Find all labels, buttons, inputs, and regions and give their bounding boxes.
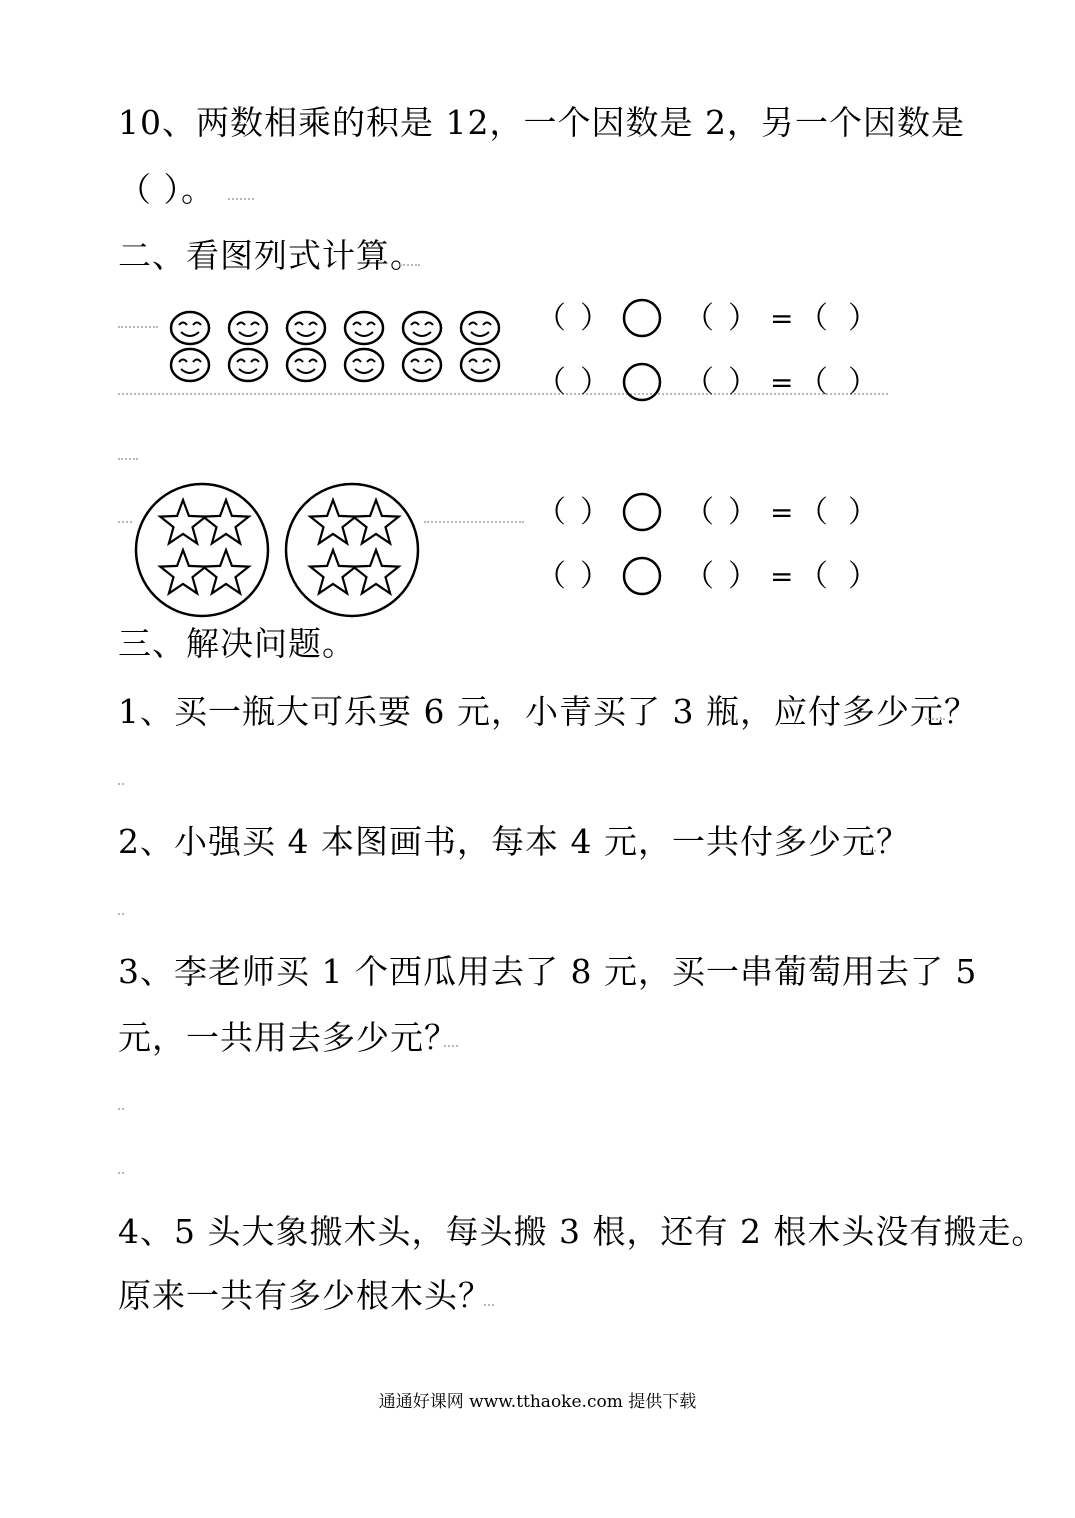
- star-group-circle: [286, 484, 418, 616]
- smiley-face-icon: [403, 312, 441, 344]
- smiley-face-icon: [345, 349, 383, 381]
- smiley-face-icon: [171, 349, 209, 381]
- dotted-line: [862, 850, 876, 852]
- star-icon: [310, 550, 356, 593]
- question-10-line-1: 10、两数相乘的积是 12，一个因数是 2，另一个因数是: [118, 103, 965, 142]
- open-paren: （: [684, 495, 714, 530]
- dotted-line: [228, 198, 254, 200]
- close-paren: ）: [728, 365, 758, 400]
- open-paren: （: [684, 301, 714, 336]
- problem-3-line-2: 元，一共用去多少元？: [118, 1018, 458, 1057]
- question-10-answer-blank: （ ）。: [118, 170, 215, 209]
- problem-1: 1、买一瓶大可乐要 6 元，小青买了 3 瓶，应付多少元？: [118, 692, 978, 731]
- equals-sign: =: [770, 302, 794, 335]
- star-icon: [160, 500, 206, 543]
- equation-row-3: [530, 490, 890, 534]
- smiley-face-icon: [403, 349, 441, 381]
- dotted-line: [424, 521, 524, 523]
- operator-circle: [624, 558, 660, 594]
- open-paren: （: [798, 559, 828, 594]
- smiley-face-icon: [345, 312, 383, 344]
- smiley-face-grid: [160, 308, 510, 388]
- close-paren: ）: [848, 301, 878, 336]
- open-paren: （: [684, 365, 714, 400]
- dotted-line: [118, 458, 138, 460]
- star-icon: [160, 550, 206, 593]
- open-paren: （: [798, 301, 828, 336]
- problem-4-line-1: 4、5 头大象搬木头，每头搬 3 根，还有 2 根木头没有搬走。: [118, 1212, 1046, 1251]
- star-icon: [203, 500, 249, 543]
- open-paren: （: [536, 559, 566, 594]
- smiley-face-icon: [287, 349, 325, 381]
- close-paren: ）: [848, 495, 878, 530]
- open-paren: （: [536, 301, 566, 336]
- star-group-circle: [136, 484, 268, 616]
- open-paren: （: [536, 365, 566, 400]
- dotted-line: [118, 913, 124, 915]
- dotted-line: [118, 326, 158, 328]
- problem-4-line-2: 原来一共有多少根木头？: [118, 1276, 492, 1315]
- open-paren: （: [798, 365, 828, 400]
- problem-2: 2、小强买 4 本图画书，每本 4 元，一共付多少元？: [118, 822, 910, 861]
- star-icon: [203, 550, 249, 593]
- part-2-title: 二、看图列式计算。: [118, 236, 424, 275]
- problem-3-line-1: 3、李老师买 1 个西瓜用去了 8 元，买一串葡萄用去了 5: [118, 952, 978, 991]
- equals-sign: =: [770, 366, 794, 399]
- smiley-face-icon: [171, 312, 209, 344]
- close-paren: ）: [728, 495, 758, 530]
- dotted-line: [118, 783, 124, 785]
- footer-credit: 通通好课网 www.tthaoke.com 提供下载: [378, 1392, 697, 1412]
- close-paren: ）: [580, 301, 610, 336]
- smiley-face-icon: [229, 349, 267, 381]
- equals-sign: =: [770, 496, 794, 529]
- close-paren: ）: [728, 559, 758, 594]
- smiley-face-icon: [461, 312, 499, 344]
- close-paren: ）: [728, 301, 758, 336]
- close-paren: ）: [580, 495, 610, 530]
- smiley-face-icon: [229, 312, 267, 344]
- open-paren: （: [684, 559, 714, 594]
- equation-row-4: [530, 554, 890, 598]
- open-paren: （: [536, 495, 566, 530]
- star-icon: [353, 500, 399, 543]
- close-paren: ）: [848, 365, 878, 400]
- dotted-line: [118, 521, 132, 523]
- star-icon: [310, 500, 356, 543]
- stars-in-circles: [132, 480, 424, 620]
- equation-row-2: [530, 360, 890, 404]
- smiley-face-icon: [461, 349, 499, 381]
- equals-sign: =: [770, 560, 794, 593]
- operator-circle: [624, 300, 660, 336]
- operator-circle: [624, 494, 660, 530]
- operator-circle: [624, 364, 660, 400]
- part-3-title: 三、解决问题。: [118, 624, 356, 663]
- close-paren: ）: [580, 559, 610, 594]
- open-paren: （: [798, 495, 828, 530]
- dotted-line: [118, 1172, 124, 1174]
- dotted-line: [444, 1045, 458, 1047]
- dotted-line: [400, 264, 420, 266]
- star-icon: [353, 550, 399, 593]
- dotted-line: [925, 718, 945, 720]
- dotted-line: [484, 1304, 494, 1306]
- dotted-line: [118, 1108, 124, 1110]
- equation-row-1: [530, 296, 890, 340]
- close-paren: ）: [848, 559, 878, 594]
- close-paren: ）: [580, 365, 610, 400]
- smiley-face-icon: [287, 312, 325, 344]
